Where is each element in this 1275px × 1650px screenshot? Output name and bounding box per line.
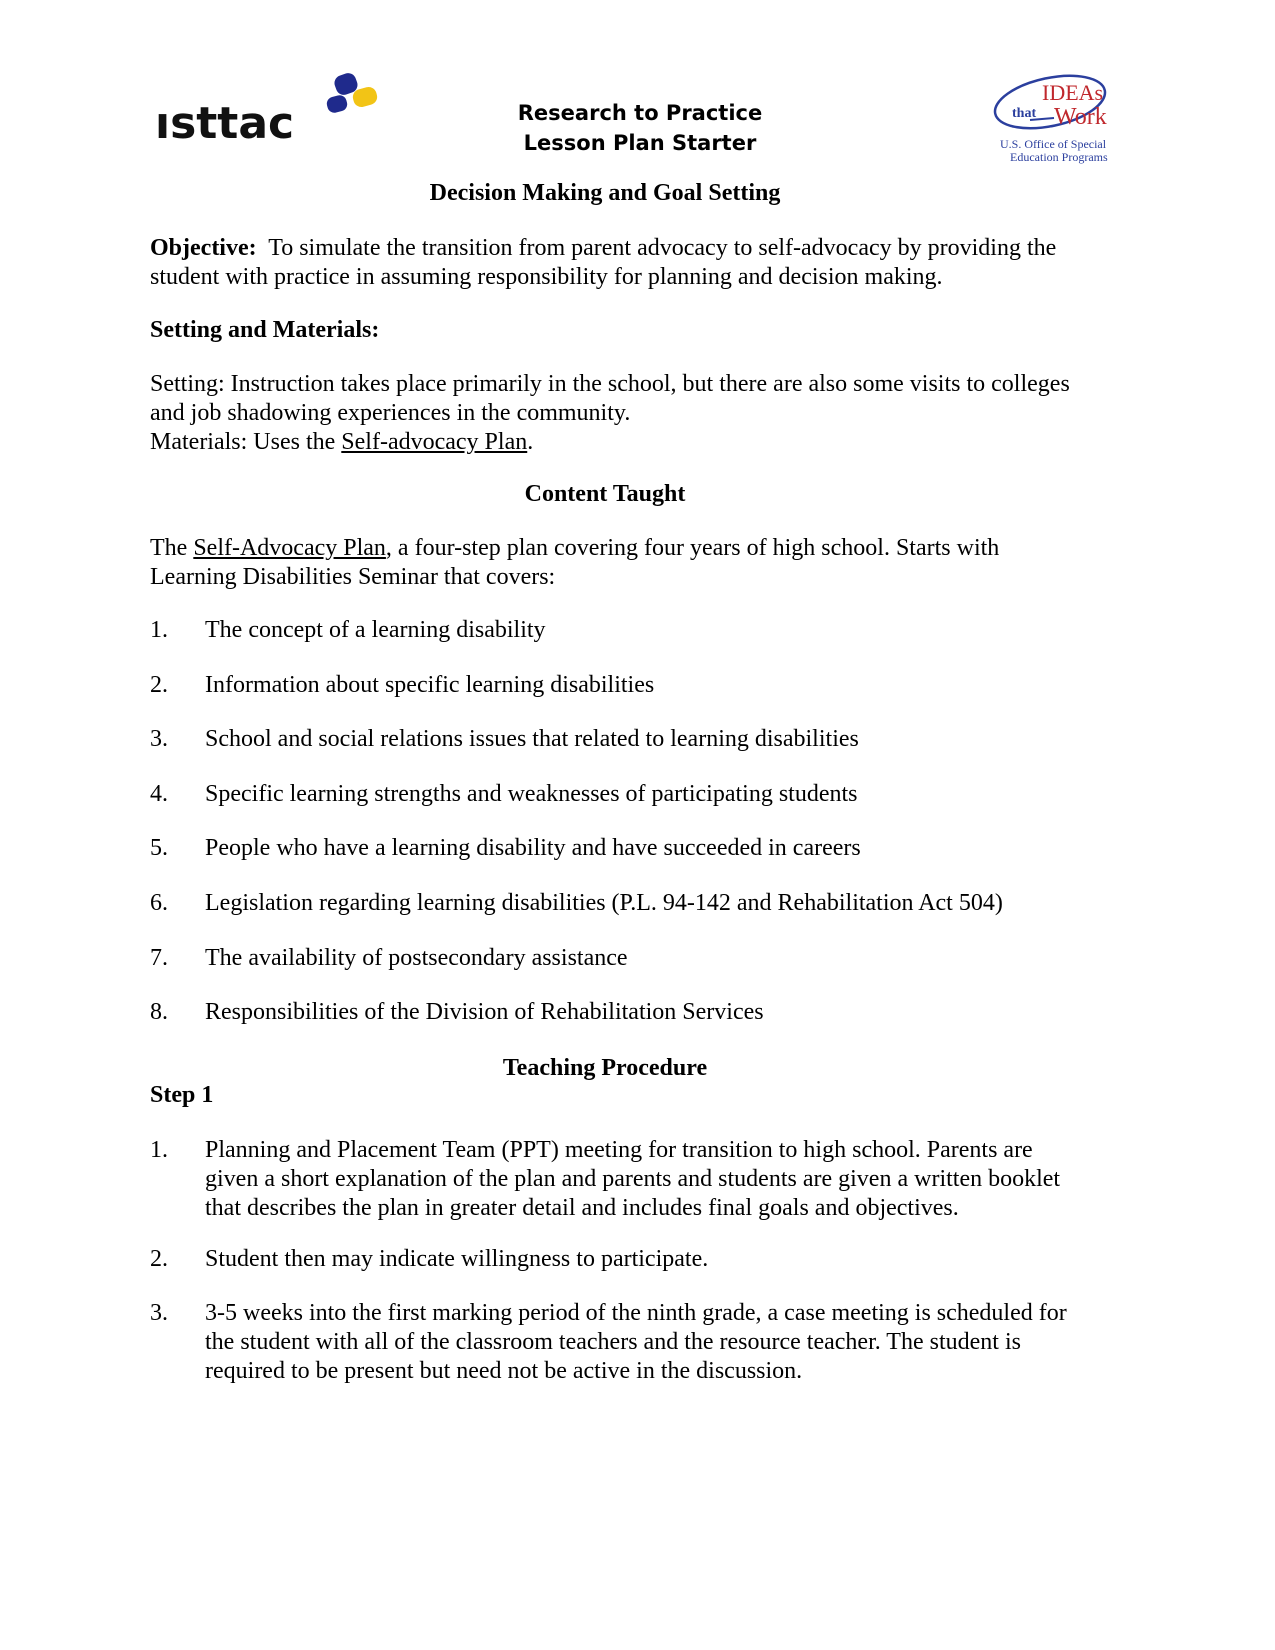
- objective-paragraph: [150, 234, 1080, 292]
- content-intro-line-1: [150, 534, 1130, 563]
- list-item-line: 3-5 weeks into the first marking period of the ninth grade, a case meeting is scheduled for: [205, 1300, 1067, 1326]
- list-item-line: Student then may indicate willingness to participate.: [205, 1246, 709, 1272]
- svg-text:ısttac: ısttac: [155, 98, 295, 149]
- list-item-line: given a short explanation of the plan and parents and students are given a written booklet: [205, 1166, 1061, 1192]
- svg-text:U.S. Office of Special: U.S. Office of Special: [1000, 137, 1107, 151]
- materials-line: [150, 428, 1150, 457]
- list-item: The concept of a learning disability: [205, 617, 546, 643]
- list-item: The availability of postsecondary assistance: [205, 945, 628, 971]
- svg-text:Education Programs: Education Programs: [1010, 150, 1108, 164]
- teaching-procedure-heading: Teaching Procedure: [502, 1055, 708, 1081]
- materials-prefix: Materials: Uses the: [150, 429, 342, 455]
- objective-label: Objective:: [150, 235, 257, 261]
- list-item: Responsibilities of the Division of Rehabilitation Services: [205, 999, 764, 1025]
- list-item: Specific learning strengths and weaknesses of participating students: [205, 781, 858, 807]
- list-item-number: 3.: [150, 726, 168, 752]
- setting-materials-paragraph: [150, 370, 1150, 457]
- self-advocacy-plan-link: Self-advocacy Plan: [341, 429, 528, 455]
- isttac-logo: [155, 68, 395, 153]
- list-item-line: the student with all of the classroom teachers and the resource teacher. The student is: [205, 1329, 1021, 1355]
- header-title: [440, 98, 840, 158]
- materials-suffix: .: [527, 429, 534, 455]
- content-intro-line-2: Learning Disabilities Seminar that covers:: [150, 564, 556, 590]
- list-item-number: 1.: [150, 1137, 168, 1163]
- list-item-line: Planning and Placement Team (PPT) meeting for transition to high school. Parents are: [205, 1137, 1033, 1163]
- self-advocacy-plan-title: Self-Advocacy Plan: [193, 535, 386, 561]
- list-item: [205, 1245, 1105, 1274]
- intro-suffix: , a four-step plan covering four years of high school. Starts with: [385, 535, 1000, 561]
- step-1-label: Step 1: [150, 1082, 214, 1108]
- list-item-number: 6.: [150, 890, 168, 916]
- setting-line-2: and job shadowing experiences in the community.: [150, 400, 631, 426]
- intro-prefix: The: [150, 535, 194, 561]
- setting-line-1: Setting: Instruction takes place primarily in the school, but there are also some visits to colleges: [150, 371, 1070, 397]
- list-item-line: that describes the plan in greater detail and includes final goals and objectives.: [205, 1195, 959, 1221]
- list-item-line: required to be present but need not be active in the discussion.: [205, 1358, 803, 1384]
- ideas-that-work-logo: [990, 72, 1140, 172]
- setting-materials-heading: Setting and Materials:: [150, 317, 380, 343]
- list-item-number: 5.: [150, 835, 168, 861]
- svg-text:IDEAs: IDEAs: [1042, 80, 1104, 105]
- list-item: Information about specific learning disabilities: [205, 672, 655, 698]
- document-header: [0, 0, 1275, 180]
- content-taught-heading: Content Taught: [524, 481, 686, 507]
- list-item-number: 2.: [150, 672, 168, 698]
- list-item-number: 7.: [150, 945, 168, 971]
- svg-text:Work: Work: [1054, 104, 1107, 130]
- content-taught-intro: [150, 534, 1130, 592]
- list-item-number: 2.: [150, 1246, 168, 1272]
- list-item: School and social relations issues that related to learning disabilities: [205, 726, 859, 752]
- list-item: [205, 1299, 1105, 1386]
- header-title-line2: Lesson Plan Starter: [523, 131, 757, 155]
- list-item-number: 3.: [150, 1300, 168, 1326]
- header-title-line1: Research to Practice: [517, 101, 763, 125]
- objective-text: To simulate the transition from parent advocacy to self-advocacy by providing the student with practice in assuming responsibility for planning and decision making.: [150, 235, 1057, 290]
- list-item: [205, 1136, 1105, 1223]
- list-item: People who have a learning disability and have succeeded in careers: [205, 835, 861, 861]
- document-title: Decision Making and Goal Setting: [429, 180, 781, 206]
- svg-text:that: that: [1012, 106, 1037, 121]
- list-item: Legislation regarding learning disabilities (P.L. 94-142 and Rehabilitation Act 504): [205, 890, 1003, 916]
- list-item-number: 8.: [150, 999, 168, 1025]
- list-item-number: 1.: [150, 617, 168, 643]
- list-item-number: 4.: [150, 781, 168, 807]
